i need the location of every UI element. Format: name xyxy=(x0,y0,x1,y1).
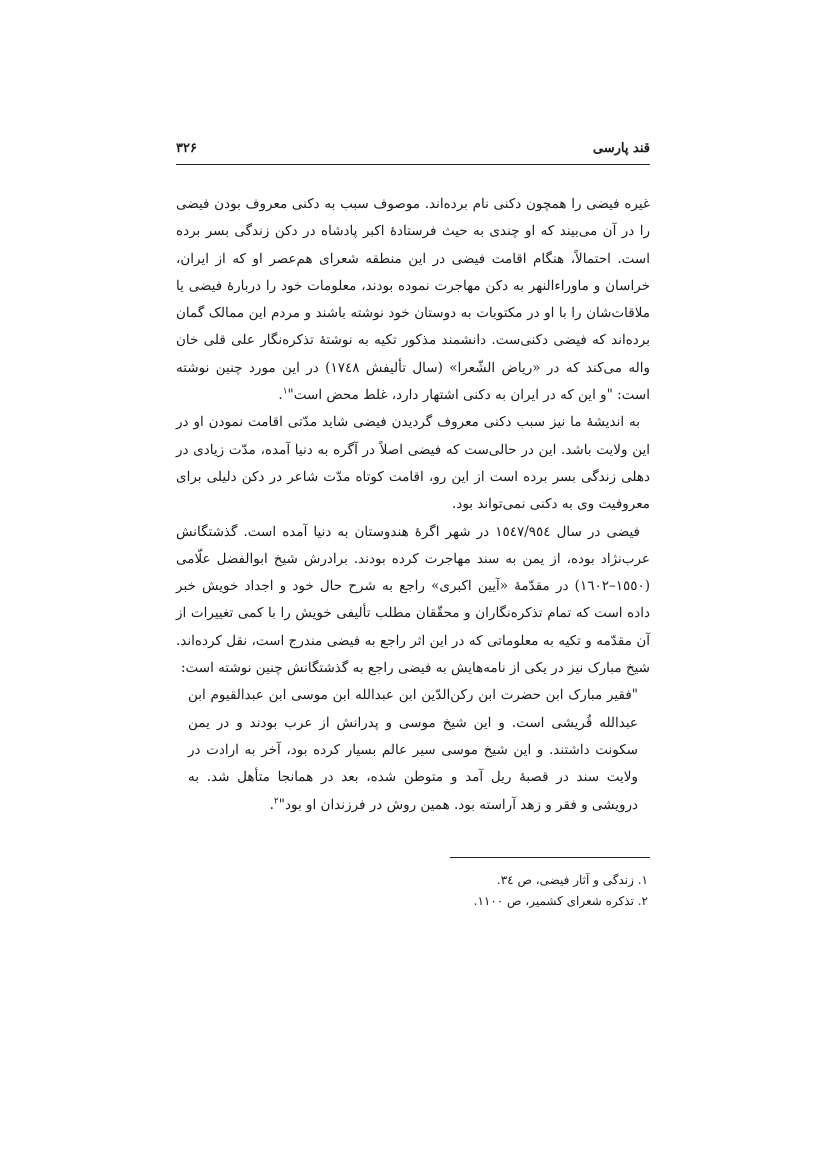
paragraph-1: غیره فیضی را همچون دکنی نام برده‌اند. موصوف سبب به دکنی معروف بودن فیضی را در آن می‌بیند که او چندی به حیث فرستادهٔ اکبر پادشاه در دکن زندگی بسر برده است. احتمالاً، هنگام اقامت فیضی در این منطقه شعرای هم‌عصر او که از ایران، خراسان و ماوراءالنهر به دکن مهاجرت نموده بودند، معلومات خود را دربارهٔ فیضی یا ملاقات‌شان را با او در مکتوبات به دوستان خود نوشته باشند و مردم این ممالک گمان برده‌اند که فیضی دکنی‌ست. دانشمند مذکور تکیه به نوشتهٔ تذکره‌نگار علی قلی خان واله می‌کند که در «ریاض الشّعرا» (سال تألیفش ۱۷٤۸) در این مورد چنین نوشته است: "و این که در ایران به دکنی اشتهار دارد، غلط محض است"$^۱$. xyxy=(176,196,650,404)
running-title: قند پارسی xyxy=(592,141,650,156)
page xyxy=(176,138,650,819)
paragraph-2: به اندیشهٔ ما نیز سبب دکنی معروف گردیدن فیضی شاید مدّتی اقامت نمودن او در این ولایت باشد. این در حالی‌ست که فیضی اصلاً در آگره به دنیا آمده، مدّت زیادی در دهلی زندگی بسر برده است از این رو، اقامت کوتاه مدّت شاعر در دکن دلیلی برای معروفیت وی به دکنی نمی‌تواند بود. xyxy=(176,414,650,513)
block-quote-text: "فقیر مبارک ابن حضرت ابن رکن‌الدّین ابن عبدالله ابن موسی ابن عبدالقیوم ابن عبدالله قُریشی است. و این شیخ موسی و پدرانش از عرب بودند و در یمن سکونت داشتند. و این شیخ موسی سیر عالم بسیار کرده بود، آخر به ارادت در ولایت سند در قصبهٔ ریل آمد و متوطن شده، بعد در همانجا متأهل شد. به درویشی و فقر و زهد آراسته بود. همین روش در فرزندان او بود" xyxy=(188,687,638,813)
footnote-1: ۱. زندگی و آثار فیضی، ص ۳٤. xyxy=(496,873,648,887)
footnotes xyxy=(176,870,650,912)
footnote-ref-1[interactable]: ۱ xyxy=(282,386,288,397)
body-text xyxy=(176,191,650,819)
paragraph-3: فیضی در سال ۱٥٤۷/۹٥٤ در شهر اگرهٔ هندوستان به دنیا آمده است. گذشتگانش عرب‌نژاد بوده، از یمن به سند مهاجرت کرده بودند. برادرش شیخ ابوالفضل علّامی (۱٥٥۰–۱٦۰۲) در مقدّمهٔ «آیین اکبری» راجع به شرح حال خود و اجداد خویش خبر داده است که تمام تذکره‌نگاران و محقّقان مطلب تألیفی خویش را با کمی تغییرات از آن مقدّمه و تکیه به معلوماتی که در این اثر راجع به فیضی مندرج است، نقل کرده‌اند. شیخ مبارک نیز در یکی از نامه‌هایش به فیضی راجع به گذشتگانش چنین نوشته است: xyxy=(176,523,650,677)
footnote-ref-2[interactable]: ۲ xyxy=(273,796,279,807)
block-quote: "فقیر مبارک ابن حضرت ابن رکن‌الدّین ابن عبدالله ابن موسی ابن عبدالقیوم ابن عبدالله قُریشی است. و این شیخ موسی و پدرانش از عرب بودند و در یمن سکونت داشتند. و این شیخ موسی سیر عالم بسیار کرده بود، آخر به ارادت در ولایت سند در قصبهٔ ریل آمد و متوطن شده، بعد در همانجا متأهل شد. به درویشی و فقر و زهد آراسته بود. همین روش در فرزندان او بود"$^۲$. xyxy=(188,687,638,813)
paragraph-1-text: غیره فیضی را همچون دکنی نام برده‌اند. موصوف سبب به دکنی معروف بودن فیضی را در آن می‌بیند که او چندی به حیث فرستادهٔ اکبر پادشاه در دکن زندگی بسر برده است. احتمالاً، هنگام اقامت فیضی در این منطقه شعرای هم‌عصر او که از ایران، خراسان و ماوراءالنهر به دکن مهاجرت نموده بودند، معلومات خود را دربارهٔ فیضی یا ملاقات‌شان را با او در مکتوبات به دوستان خود نوشته باشند و مردم این ممالک گمان برده‌اند که فیضی دکنی‌ست. دانشمند مذکور تکیه به نوشتهٔ تذکره‌نگار علی قلی خان واله می‌کند که در «ریاض الشّعرا» (سال تألیفش ۱۷٤۸) در این مورد چنین نوشته است: "و این که در ایران به دکنی اشتهار دارد، غلط محض است" xyxy=(176,196,650,404)
header-rule xyxy=(176,164,650,165)
page-number: ۳۲۶ xyxy=(176,141,197,156)
footnote-2: ۲. تذکره شعرای کشمیر، ص ۱۱۰۰. xyxy=(473,894,648,908)
running-head xyxy=(176,138,650,160)
